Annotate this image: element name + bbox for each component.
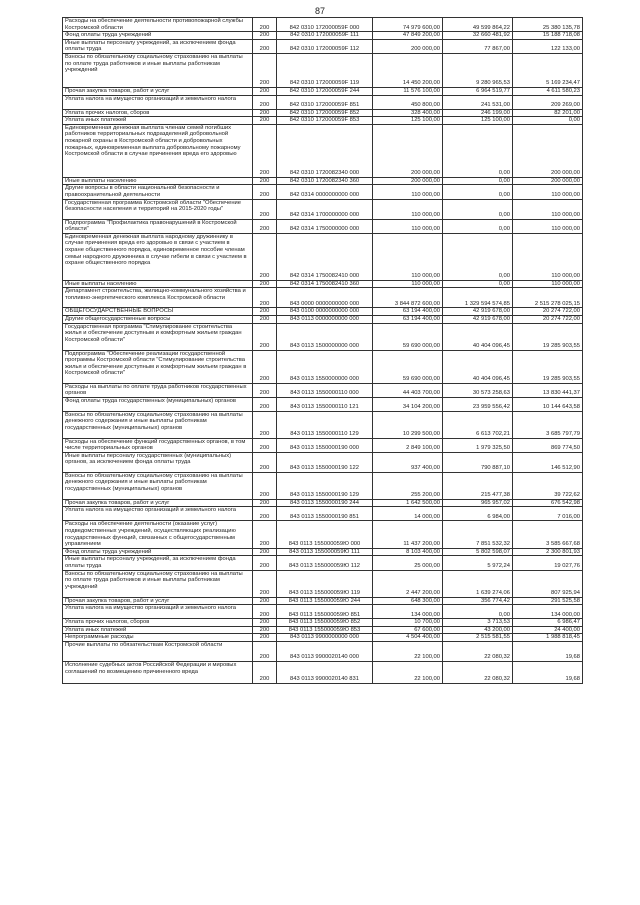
row-executed-amount: 6 613 702,21: [443, 411, 513, 438]
row-unexecuted-amount: 19 285 903,55: [513, 323, 583, 350]
row-executed-amount: 42 919 678,00: [443, 308, 513, 316]
budget-table-container: [62, 17, 582, 684]
row-budget-code: 842 0314 1750000000 000: [277, 219, 373, 233]
table-row: [63, 597, 583, 605]
row-name: Расходы на обеспечение деятельности противопожарной службы Костромской области: [63, 18, 253, 32]
table-row: [63, 350, 583, 383]
row-admin-code: 200: [253, 117, 277, 125]
row-unexecuted-amount: 209 269,00: [513, 95, 583, 109]
row-unexecuted-amount: 3 585 667,68: [513, 521, 583, 548]
row-budget-code: 842 0314 1750082410 000: [277, 233, 373, 280]
table-row: [63, 315, 583, 323]
table-row: [63, 219, 583, 233]
row-admin-code: 200: [253, 452, 277, 472]
row-admin-code: 200: [253, 397, 277, 411]
row-budget-code: 842 0310 172000059F 119: [277, 53, 373, 87]
row-unexecuted-amount: 110 000,00: [513, 199, 583, 219]
row-budget-code: 843 0113 155000059Ю 851: [277, 605, 373, 619]
row-unexecuted-amount: 20 274 722,00: [513, 308, 583, 316]
table-row: [63, 53, 583, 87]
table-row: [63, 39, 583, 53]
row-unexecuted-amount: 676 542,98: [513, 499, 583, 507]
row-unexecuted-amount: 7 016,00: [513, 507, 583, 521]
row-unexecuted-amount: 2 515 278 025,15: [513, 288, 583, 308]
row-name: Взносы по обязательному социальному страхованию на выплаты денежного содержания и иные выплаты работникам государственных (муниципальных) органов: [63, 411, 253, 438]
table-row: [63, 308, 583, 316]
row-admin-code: 200: [253, 185, 277, 199]
row-admin-code: 200: [253, 109, 277, 117]
row-executed-amount: 241 531,00: [443, 95, 513, 109]
row-approved-amount: 134 000,00: [373, 605, 443, 619]
row-executed-amount: 246 199,00: [443, 109, 513, 117]
row-unexecuted-amount: 39 722,62: [513, 472, 583, 499]
row-name: Уплата прочих налогов, сборов: [63, 109, 253, 117]
row-budget-code: 842 0310 1720082340 000: [277, 124, 373, 177]
row-executed-amount: 215 477,38: [443, 472, 513, 499]
row-unexecuted-amount: 4 611 580,23: [513, 87, 583, 95]
row-executed-amount: 5 802 598,07: [443, 548, 513, 556]
table-row: [63, 634, 583, 642]
row-executed-amount: 0,00: [443, 280, 513, 288]
row-executed-amount: 49 599 864,22: [443, 18, 513, 32]
row-executed-amount: 3 713,53: [443, 619, 513, 627]
row-executed-amount: 43 200,00: [443, 626, 513, 634]
row-approved-amount: 648 300,00: [373, 597, 443, 605]
table-row: [63, 507, 583, 521]
row-budget-code: 843 0113 155000059Ю 119: [277, 570, 373, 597]
row-approved-amount: 4 504 400,00: [373, 634, 443, 642]
row-name: Единовременная денежная выплата членам семей погибших работников территориальных подразделений добровольной пожарной охраны в Костромской области и добровольных пожарных, единовременная выплата добровольному пожарному Костромской области в случае причинения вреда его здоровью: [63, 124, 253, 177]
row-budget-code: 842 0310 1720082340 360: [277, 177, 373, 185]
row-budget-code: 843 0113 1550000190 122: [277, 452, 373, 472]
row-unexecuted-amount: 10 144 643,58: [513, 397, 583, 411]
row-executed-amount: 0,00: [443, 605, 513, 619]
row-executed-amount: 1 639 274,06: [443, 570, 513, 597]
row-budget-code: 842 0310 172000059F 853: [277, 117, 373, 125]
page-number: 87: [314, 6, 325, 16]
row-name: Уплата прочих налогов, сборов: [63, 619, 253, 627]
row-name: Прочая закупка товаров, работ и услуг: [63, 597, 253, 605]
row-budget-code: 843 0113 155000059Ю 112: [277, 556, 373, 570]
row-name: Расходы на выплаты по оплате труда работников государственных органов: [63, 383, 253, 397]
row-admin-code: 200: [253, 626, 277, 634]
row-approved-amount: 14 000,00: [373, 507, 443, 521]
row-approved-amount: 1 642 500,00: [373, 499, 443, 507]
budget-table: [62, 17, 583, 684]
row-name: Иные выплаты персоналу государственных (муниципальных) органов, за исключением фонда оплаты труда: [63, 452, 253, 472]
row-name: Подпрограмма "Обеспечение реализации государственной программы Костромской области "Стимулирование строительства жилья и обеспечение доступным и комфортным жильем граждан в Костромской области": [63, 350, 253, 383]
row-unexecuted-amount: 110 000,00: [513, 233, 583, 280]
row-unexecuted-amount: 807 925,94: [513, 570, 583, 597]
row-approved-amount: 200 000,00: [373, 177, 443, 185]
row-executed-amount: 7 851 532,32: [443, 521, 513, 548]
row-executed-amount: 0,00: [443, 177, 513, 185]
row-executed-amount: 23 959 556,42: [443, 397, 513, 411]
row-budget-code: 843 0113 1550000190 851: [277, 507, 373, 521]
row-budget-code: 843 0113 1500000000 000: [277, 323, 373, 350]
row-approved-amount: 34 104 200,00: [373, 397, 443, 411]
row-executed-amount: 356 774,42: [443, 597, 513, 605]
row-name: Другие вопросы в области национальной безопасности и правоохранительной деятельности: [63, 185, 253, 199]
row-executed-amount: 9 280 965,53: [443, 53, 513, 87]
row-admin-code: 200: [253, 438, 277, 452]
row-admin-code: 200: [253, 642, 277, 662]
table-row: [63, 124, 583, 177]
row-admin-code: 200: [253, 507, 277, 521]
row-approved-amount: 2 447 200,00: [373, 570, 443, 597]
table-row: [63, 383, 583, 397]
row-executed-amount: 0,00: [443, 124, 513, 177]
row-executed-amount: 42 919 678,00: [443, 315, 513, 323]
row-approved-amount: 200 000,00: [373, 124, 443, 177]
row-unexecuted-amount: 19 027,76: [513, 556, 583, 570]
row-name: Уплата налога на имущество организаций и земельного налога: [63, 605, 253, 619]
row-admin-code: 200: [253, 556, 277, 570]
row-name: Взносы по обязательному социальному страхованию на выплаты по оплате труда работников и иные выплаты работникам учреждений: [63, 53, 253, 87]
row-unexecuted-amount: 24 400,00: [513, 626, 583, 634]
row-executed-amount: 0,00: [443, 185, 513, 199]
row-approved-amount: 255 200,00: [373, 472, 443, 499]
row-name: Иные выплаты населению: [63, 280, 253, 288]
row-approved-amount: 2 849 100,00: [373, 438, 443, 452]
row-executed-amount: 1 979 325,50: [443, 438, 513, 452]
row-admin-code: 200: [253, 95, 277, 109]
row-name: Взносы по обязательному социальному страхованию на выплаты денежного содержания и иные выплаты работникам государственных (муниципальных) органов: [63, 472, 253, 499]
table-row: [63, 233, 583, 280]
table-row: [63, 642, 583, 662]
row-budget-code: 842 0310 172000059F 852: [277, 109, 373, 117]
row-name: ОБЩЕГОСУДАРСТВЕННЫЕ ВОПРОСЫ: [63, 308, 253, 316]
row-admin-code: 200: [253, 53, 277, 87]
row-name: Исполнение судебных актов Российской Федерации и мировых соглашений по возмещению причиненного вреда: [63, 662, 253, 684]
row-admin-code: 200: [253, 288, 277, 308]
row-admin-code: 200: [253, 499, 277, 507]
row-approved-amount: 25 000,00: [373, 556, 443, 570]
row-executed-amount: 32 660 481,92: [443, 32, 513, 40]
row-approved-amount: 67 600,00: [373, 626, 443, 634]
row-unexecuted-amount: 110 000,00: [513, 185, 583, 199]
row-name: Иные выплаты персоналу учреждений, за исключением фонда оплаты труда: [63, 39, 253, 53]
table-row: [63, 95, 583, 109]
row-approved-amount: 328 400,00: [373, 109, 443, 117]
row-approved-amount: 10 700,00: [373, 619, 443, 627]
budget-table-body: [63, 18, 583, 684]
row-approved-amount: 110 000,00: [373, 280, 443, 288]
row-name: Фонд оплаты труда государственных (муниципальных) органов: [63, 397, 253, 411]
row-unexecuted-amount: 1 988 818,45: [513, 634, 583, 642]
table-row: [63, 662, 583, 684]
row-unexecuted-amount: 110 000,00: [513, 219, 583, 233]
row-name: Взносы по обязательному социальному страхованию на выплаты по оплате труда работников и иные выплаты работникам учреждений: [63, 570, 253, 597]
row-admin-code: 200: [253, 634, 277, 642]
table-row: [63, 499, 583, 507]
row-admin-code: 200: [253, 233, 277, 280]
row-executed-amount: 965 957,02: [443, 499, 513, 507]
row-name: Расходы на обеспечение деятельности (оказание услуг) подведомственных учреждений, осуществляющих реализацию государственных функций, связанных с общегосударственным управлением: [63, 521, 253, 548]
row-budget-code: 843 0113 9900000000 000: [277, 634, 373, 642]
table-row: [63, 619, 583, 627]
row-unexecuted-amount: 146 512,90: [513, 452, 583, 472]
row-admin-code: 200: [253, 308, 277, 316]
row-name: Единовременная денежная выплата народному дружиннику в случае причинения вреда его здоровью в связи с участием в охране общественного порядка, единовременное пособие членам семьи народного дружинника в случае гибели в связи с участием в охране общественного порядка: [63, 233, 253, 280]
table-row: [63, 438, 583, 452]
row-admin-code: 200: [253, 18, 277, 32]
row-name: Непрограммные расходы: [63, 634, 253, 642]
row-unexecuted-amount: 0,00: [513, 117, 583, 125]
row-budget-code: 843 0113 9900020140 000: [277, 642, 373, 662]
row-unexecuted-amount: 2 300 801,93: [513, 548, 583, 556]
row-executed-amount: 40 404 096,45: [443, 350, 513, 383]
row-admin-code: 200: [253, 383, 277, 397]
table-row: [63, 570, 583, 597]
row-unexecuted-amount: 19,68: [513, 662, 583, 684]
row-admin-code: 200: [253, 472, 277, 499]
row-admin-code: 200: [253, 605, 277, 619]
row-admin-code: 200: [253, 323, 277, 350]
row-executed-amount: 6 964 519,77: [443, 87, 513, 95]
row-unexecuted-amount: 291 525,58: [513, 597, 583, 605]
row-approved-amount: 74 979 600,00: [373, 18, 443, 32]
row-admin-code: 200: [253, 32, 277, 40]
table-row: [63, 548, 583, 556]
row-admin-code: 200: [253, 619, 277, 627]
row-unexecuted-amount: 15 188 718,08: [513, 32, 583, 40]
row-approved-amount: 22 100,00: [373, 662, 443, 684]
row-admin-code: 200: [253, 411, 277, 438]
row-approved-amount: 11 437 200,00: [373, 521, 443, 548]
row-executed-amount: 0,00: [443, 199, 513, 219]
row-approved-amount: 10 299 500,00: [373, 411, 443, 438]
row-budget-code: 842 0314 0000000000 000: [277, 185, 373, 199]
row-admin-code: 200: [253, 597, 277, 605]
row-name: Иные выплаты населению: [63, 177, 253, 185]
row-budget-code: 843 0113 155000059Ю 000: [277, 521, 373, 548]
row-approved-amount: 22 100,00: [373, 642, 443, 662]
table-row: [63, 185, 583, 199]
row-unexecuted-amount: 3 685 797,79: [513, 411, 583, 438]
table-row: [63, 452, 583, 472]
row-approved-amount: 125 100,00: [373, 117, 443, 125]
row-name: Подпрограмма "Профилактика правонарушений в Костромской области": [63, 219, 253, 233]
table-row: [63, 288, 583, 308]
table-row: [63, 521, 583, 548]
row-budget-code: 842 0310 172000059F 244: [277, 87, 373, 95]
row-name: Прочие выплаты по обязательствам Костромской области: [63, 642, 253, 662]
row-executed-amount: 5 972,24: [443, 556, 513, 570]
row-executed-amount: 30 573 258,63: [443, 383, 513, 397]
row-name: Департамент строительства, жилищно-коммунального хозяйства и топливно-энергетического комплекса Костромской области: [63, 288, 253, 308]
row-budget-code: 843 0000 0000000000 000: [277, 288, 373, 308]
row-executed-amount: 125 100,00: [443, 117, 513, 125]
row-approved-amount: 63 194 400,00: [373, 308, 443, 316]
table-row: [63, 87, 583, 95]
row-name: Прочая закупка товаров, работ и услуг: [63, 87, 253, 95]
row-budget-code: 843 0113 155000059Ю 111: [277, 548, 373, 556]
row-admin-code: 200: [253, 315, 277, 323]
row-approved-amount: 59 690 000,00: [373, 350, 443, 383]
row-unexecuted-amount: 19 285 903,55: [513, 350, 583, 383]
row-name: Прочая закупка товаров, работ и услуг: [63, 499, 253, 507]
row-budget-code: 843 0113 155000059Ю 852: [277, 619, 373, 627]
table-row: [63, 199, 583, 219]
row-approved-amount: 200 000,00: [373, 39, 443, 53]
table-row: [63, 280, 583, 288]
row-executed-amount: 0,00: [443, 219, 513, 233]
table-row: [63, 556, 583, 570]
row-unexecuted-amount: 20 274 722,00: [513, 315, 583, 323]
row-budget-code: 842 0314 1700000000 000: [277, 199, 373, 219]
row-name: Уплата налога на имущество организаций и земельного налога: [63, 507, 253, 521]
row-executed-amount: 22 080,32: [443, 642, 513, 662]
row-name: Другие общегосударственные вопросы: [63, 315, 253, 323]
row-approved-amount: 44 403 700,00: [373, 383, 443, 397]
row-name: Государственная программа Костромской области "Обеспечение безопасности населения и территорий на 2015-2020 годы": [63, 199, 253, 219]
table-row: [63, 605, 583, 619]
row-executed-amount: 77 867,00: [443, 39, 513, 53]
table-row: [63, 472, 583, 499]
table-row: [63, 626, 583, 634]
row-unexecuted-amount: 13 830 441,37: [513, 383, 583, 397]
row-admin-code: 200: [253, 87, 277, 95]
row-budget-code: 843 0113 1550000190 129: [277, 472, 373, 499]
row-budget-code: 843 0113 155000059Ю 853: [277, 626, 373, 634]
row-name: Расходы на обеспечение функций государственных органов, в том числе территориальных органов: [63, 438, 253, 452]
row-unexecuted-amount: 6 986,47: [513, 619, 583, 627]
row-executed-amount: 6 984,00: [443, 507, 513, 521]
row-unexecuted-amount: 122 133,00: [513, 39, 583, 53]
row-unexecuted-amount: 200 000,00: [513, 124, 583, 177]
row-budget-code: 842 0310 172000059F 000: [277, 18, 373, 32]
row-budget-code: 843 0113 1550000110 121: [277, 397, 373, 411]
row-budget-code: 843 0113 1550000190 000: [277, 438, 373, 452]
row-executed-amount: 1 329 594 574,85: [443, 288, 513, 308]
table-row: [63, 411, 583, 438]
row-approved-amount: 110 000,00: [373, 219, 443, 233]
table-row: [63, 32, 583, 40]
row-admin-code: 200: [253, 124, 277, 177]
row-admin-code: 200: [253, 219, 277, 233]
row-admin-code: 200: [253, 177, 277, 185]
table-row: [63, 177, 583, 185]
row-unexecuted-amount: 5 169 234,47: [513, 53, 583, 87]
row-approved-amount: 63 194 400,00: [373, 315, 443, 323]
row-name: Уплата иных платежей: [63, 626, 253, 634]
row-budget-code: 842 0310 172000059F 112: [277, 39, 373, 53]
row-name: Государственная программа "Стимулирование строительства жилья и обеспечение доступным и комфортным жильем граждан Костромской области": [63, 323, 253, 350]
row-name: Уплата налога на имущество организаций и земельного налога: [63, 95, 253, 109]
table-row: [63, 323, 583, 350]
row-budget-code: 843 0113 1550000110 000: [277, 383, 373, 397]
row-unexecuted-amount: 25 380 135,78: [513, 18, 583, 32]
row-admin-code: 200: [253, 350, 277, 383]
row-approved-amount: 110 000,00: [373, 199, 443, 219]
row-executed-amount: 0,00: [443, 233, 513, 280]
row-approved-amount: 3 844 872 600,00: [373, 288, 443, 308]
row-budget-code: 842 0310 172000059F 851: [277, 95, 373, 109]
row-unexecuted-amount: 200 000,00: [513, 177, 583, 185]
row-approved-amount: 47 849 200,00: [373, 32, 443, 40]
row-budget-code: 842 0310 172000059F 111: [277, 32, 373, 40]
table-row: [63, 117, 583, 125]
row-budget-code: 842 0314 1750082410 360: [277, 280, 373, 288]
row-unexecuted-amount: 19,68: [513, 642, 583, 662]
row-admin-code: 200: [253, 199, 277, 219]
row-admin-code: 200: [253, 570, 277, 597]
row-budget-code: 843 0113 1550000110 129: [277, 411, 373, 438]
row-unexecuted-amount: 869 774,50: [513, 438, 583, 452]
row-budget-code: 843 0113 155000059Ю 244: [277, 597, 373, 605]
row-admin-code: 200: [253, 280, 277, 288]
row-admin-code: 200: [253, 521, 277, 548]
row-budget-code: 843 0100 0000000000 000: [277, 308, 373, 316]
row-budget-code: 843 0113 0000000000 000: [277, 315, 373, 323]
row-approved-amount: 8 103 400,00: [373, 548, 443, 556]
row-budget-code: 843 0113 1550000000 000: [277, 350, 373, 383]
row-executed-amount: 22 080,32: [443, 662, 513, 684]
row-admin-code: 200: [253, 39, 277, 53]
row-unexecuted-amount: 134 000,00: [513, 605, 583, 619]
row-unexecuted-amount: 110 000,00: [513, 280, 583, 288]
row-approved-amount: 110 000,00: [373, 233, 443, 280]
row-approved-amount: 59 690 000,00: [373, 323, 443, 350]
row-approved-amount: 110 000,00: [373, 185, 443, 199]
row-approved-amount: 14 450 200,00: [373, 53, 443, 87]
row-budget-code: 843 0113 9900020140 831: [277, 662, 373, 684]
row-name: Фонд оплаты труда учреждений: [63, 32, 253, 40]
row-budget-code: 843 0113 1550000190 244: [277, 499, 373, 507]
table-row: [63, 397, 583, 411]
row-approved-amount: 11 576 100,00: [373, 87, 443, 95]
row-executed-amount: 790 887,10: [443, 452, 513, 472]
row-approved-amount: 450 800,00: [373, 95, 443, 109]
row-unexecuted-amount: 82 201,00: [513, 109, 583, 117]
row-name: Иные выплаты персоналу учреждений, за исключением фонда оплаты труда: [63, 556, 253, 570]
table-row: [63, 109, 583, 117]
row-executed-amount: 2 515 581,55: [443, 634, 513, 642]
row-admin-code: 200: [253, 662, 277, 684]
row-admin-code: 200: [253, 548, 277, 556]
row-executed-amount: 40 404 096,45: [443, 323, 513, 350]
row-name: Фонд оплаты труда учреждений: [63, 548, 253, 556]
table-row: [63, 18, 583, 32]
row-approved-amount: 937 400,00: [373, 452, 443, 472]
row-name: Уплата иных платежей: [63, 117, 253, 125]
